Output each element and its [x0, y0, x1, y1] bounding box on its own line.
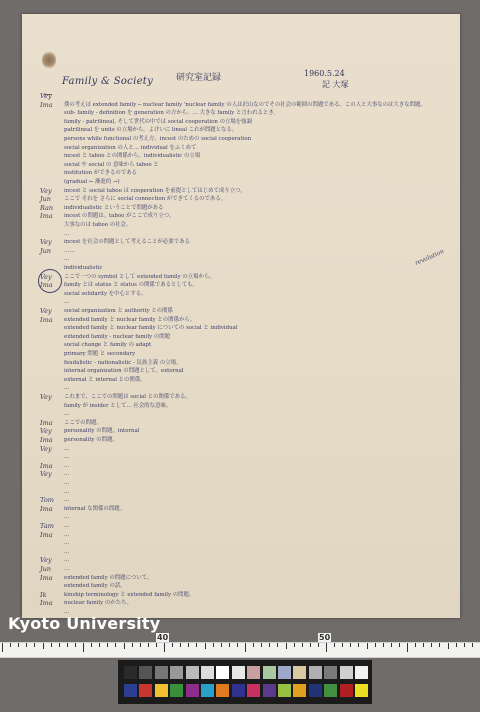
- ruler-tick: [75, 643, 76, 647]
- ruler-tick: [18, 643, 19, 647]
- ruler-tick: [448, 643, 449, 649]
- speaker-label: Vey: [40, 444, 52, 453]
- color-swatch: [355, 684, 368, 697]
- color-swatch: [247, 666, 260, 679]
- speaker-label: Vey: [40, 186, 52, 195]
- speaker-label: Vey: [40, 92, 52, 100]
- ruler-tick: [43, 643, 44, 649]
- ruler-tick: [115, 643, 116, 647]
- color-swatch: [293, 684, 306, 697]
- color-swatch: [170, 666, 183, 679]
- line-text: これまで、ここでの問題は social との関係である。: [64, 394, 191, 400]
- ruler-tick: [67, 643, 68, 647]
- ruler-tick: [391, 643, 392, 647]
- ruler-tick: [91, 643, 92, 647]
- speaker-label: Ima: [40, 212, 53, 221]
- line-text: nuclear family のかたち。: [64, 600, 132, 607]
- record-date: 1960.5.24: [304, 69, 345, 78]
- line-text: patrilineal を units の立場から。よけいに lineal これが問題となる。: [64, 127, 238, 134]
- line-text: …: [64, 480, 70, 486]
- ruler-tick: [164, 643, 165, 652]
- color-swatch: [263, 666, 276, 679]
- line-text: (gradual ← 漸進的 →): [64, 179, 120, 185]
- color-calibration-card: [118, 660, 372, 704]
- color-swatch: [309, 684, 322, 697]
- line-text: …: [64, 609, 70, 615]
- line-text: …: [64, 385, 70, 392]
- ruler-tick: [456, 643, 457, 647]
- ruler-tick: [26, 643, 27, 647]
- line-text: …: [64, 497, 70, 504]
- speaker-label: Ima: [40, 315, 53, 324]
- speaker-label: Ima: [40, 461, 53, 470]
- line-text: ここで それを さらに social connection ができてくるのである。: [64, 196, 227, 203]
- color-swatch: [155, 684, 168, 697]
- line-text: …: [64, 531, 70, 538]
- ruler-tick: [140, 643, 141, 647]
- ruler-tick: [302, 643, 303, 647]
- line-text: social solidarity を中心とする。: [64, 290, 147, 297]
- speaker-label: Tom: [40, 496, 54, 505]
- line-text: …: [64, 514, 70, 521]
- ruler-tick: [245, 643, 246, 652]
- speaker-label: Tam: [40, 522, 54, 530]
- line-text: …: [64, 256, 70, 263]
- color-swatch: [232, 666, 245, 679]
- speaker-label: Vey: [40, 470, 52, 479]
- line-text: extended family - nuclear family の問題: [64, 333, 171, 340]
- line-text: personality の問題。internal: [64, 428, 140, 435]
- line-text: persons while functional の考え方。incest のための social cooperation: [64, 136, 252, 142]
- line-text: extended family の話。: [64, 583, 126, 590]
- color-swatch: [263, 684, 276, 697]
- line-text: family とは status と status の関係であるとしても。: [64, 282, 198, 289]
- speaker-label: Ima: [40, 436, 53, 444]
- ruler-tick: [326, 643, 327, 652]
- ruler-tick: [188, 643, 189, 647]
- color-swatch: [278, 666, 291, 679]
- speaker-label: Vey: [40, 307, 52, 315]
- ruler-tick: [172, 643, 173, 647]
- line-text: incest と social taboo は cooperation を前提としてはじめて成り立つ。: [64, 187, 246, 194]
- line-text: internal organization の問題として。external: [64, 368, 184, 375]
- ruler-tick: [51, 643, 52, 647]
- color-swatch: [155, 666, 168, 679]
- speaker-label: Ima: [40, 504, 53, 513]
- speaker-label: Ima: [40, 599, 53, 608]
- line-text: individualistic ということで問題がある: [64, 204, 164, 211]
- ruler-tick: [107, 643, 108, 647]
- ruler-tick: [253, 643, 254, 647]
- line-text: incest の問題は。taboo がここで成り立つ。: [64, 213, 175, 220]
- stain-mark: [42, 50, 56, 70]
- line-text: social change と family の adapt: [64, 342, 152, 349]
- ruler-tick: [269, 643, 270, 647]
- ruler-tick: [334, 643, 335, 647]
- ruler-tick: [132, 643, 133, 647]
- ruler-tick: [10, 643, 11, 647]
- ruler-tick: [407, 643, 408, 652]
- color-swatch: [340, 684, 353, 697]
- line-text: 僕の考えは extended family ─ nuclear family 'nuclear family の人は沢山なのでその社会の範囲の問題である。この人と大事なのは大きな問題。: [64, 101, 426, 108]
- ruler-label-40: 40: [157, 633, 169, 642]
- line-text: extended family の問題について。: [64, 574, 153, 581]
- line-text: …: [64, 462, 70, 469]
- record-author: 記 大塚: [322, 80, 349, 89]
- color-swatch: [247, 684, 260, 697]
- line-text: individualistic: [64, 265, 103, 271]
- ruler-tick: [261, 643, 262, 647]
- line-text: ここでの問題。: [64, 419, 102, 426]
- line-text: …: [64, 523, 70, 529]
- ruler-tick: [59, 643, 60, 647]
- ruler-tick: [156, 643, 157, 647]
- speaker-label: Ima: [40, 418, 53, 427]
- line-text: family - patrilineal, そして世代の中では social cooperation の立場を強調: [64, 118, 252, 125]
- color-swatch: [324, 666, 337, 679]
- speaker-label: Vey: [40, 427, 52, 436]
- ruler-tick: [99, 643, 100, 647]
- line-text: ここで一つの symbol として extended family の立場から。: [64, 273, 215, 280]
- ruler-tick: [148, 643, 149, 647]
- color-swatch: [355, 666, 368, 679]
- ruler-tick: [213, 643, 214, 647]
- line-text: …: [64, 299, 70, 306]
- ruler-tick: [34, 643, 35, 647]
- line-text: institution ができるのである: [64, 170, 137, 177]
- ruler-tick: [375, 643, 376, 647]
- color-swatch: [309, 666, 322, 679]
- line-text: …: [64, 230, 70, 237]
- speaker-label: Ran: [40, 203, 54, 212]
- ruler-tick: [342, 643, 343, 647]
- line-text: ……: [64, 247, 75, 254]
- speaker-label: Ima: [40, 281, 53, 290]
- color-swatch: [124, 666, 137, 679]
- ruler-tick: [205, 643, 206, 649]
- ruler-tick: [310, 643, 311, 647]
- speaker-label: Jun: [40, 195, 51, 204]
- line-text: …: [64, 471, 70, 478]
- speaker-label: Jun: [40, 565, 51, 573]
- line-text: family が insider として… 社会的な意味。: [64, 402, 172, 409]
- line-text: external と internal との関係。: [64, 376, 146, 383]
- color-swatch: [201, 666, 214, 679]
- color-swatch: [216, 666, 229, 679]
- ruler-tick: [350, 643, 351, 647]
- line-text: …: [64, 454, 70, 461]
- color-swatch: [139, 684, 152, 697]
- circled-annotation: [38, 269, 62, 293]
- margin-note: revolution: [413, 247, 446, 268]
- document-page: [22, 14, 460, 618]
- ruler-tick: [399, 643, 400, 647]
- ruler-tick: [431, 643, 432, 647]
- ruler-tick: [318, 643, 319, 647]
- speaker-label: Ima: [40, 530, 53, 539]
- ruler-tick: [124, 643, 125, 649]
- ruler-tick: [383, 643, 384, 647]
- color-swatch: [170, 684, 183, 697]
- color-swatch: [186, 684, 199, 697]
- ruler-tick: [358, 643, 359, 647]
- line-text: 大事なのは taboo の社会。: [64, 222, 132, 228]
- color-swatch: [324, 684, 337, 697]
- line-text: incest と taboo との関係から。individualistic の立場: [64, 153, 201, 160]
- line-text: social organization の人と… individual をふくめて: [64, 144, 197, 151]
- handwritten-text-block: [22, 92, 460, 615]
- line-text: social organization と authority との関係: [64, 308, 173, 314]
- line-text: kinship terminology と extended family の問題。: [64, 591, 195, 598]
- color-swatch: [340, 666, 353, 679]
- line-text: …: [64, 411, 70, 418]
- line-text: primary 問題 と secondary: [64, 351, 135, 357]
- color-swatch: [201, 684, 214, 697]
- speaker-label: Jun: [40, 246, 51, 255]
- ruler-label-50: 50: [319, 633, 331, 642]
- kyoto-university-logo: Kyoto University: [8, 614, 161, 633]
- line-text: …: [64, 488, 70, 495]
- color-swatch: [139, 666, 152, 679]
- ruler-tick: [221, 643, 222, 647]
- ruler-tick: [277, 643, 278, 647]
- speaker-label: Vey: [40, 238, 52, 247]
- ruler-tick: [180, 643, 181, 647]
- ruler-tick: [439, 643, 440, 647]
- line-text: …: [64, 557, 70, 564]
- line-text: social や social の 意味から taboo と: [64, 161, 159, 168]
- color-swatch: [186, 666, 199, 679]
- speaker-label: Ima: [40, 573, 53, 582]
- ruler-tick: [2, 643, 3, 652]
- speaker-label: Vey: [40, 272, 52, 281]
- speaker-label: Vey: [40, 393, 52, 401]
- color-swatch: [124, 684, 137, 697]
- document-title: Family & Society: [62, 76, 154, 87]
- color-swatch: [232, 684, 245, 697]
- line-text: extended family と nuclear family についての social と individual: [64, 325, 238, 332]
- speaker-label: Vey: [40, 556, 52, 565]
- line-text: …: [64, 566, 70, 572]
- measurement-ruler: [0, 633, 480, 658]
- line-text: extended family と nuclear family との関係から。: [64, 316, 196, 323]
- ruler-tick: [229, 643, 230, 647]
- line-text: sub- family - definition を generation の方から。… 大きな family と言われるとき。: [64, 110, 279, 117]
- ruler-tick: [83, 643, 84, 652]
- ruler-tick: [415, 643, 416, 647]
- line-text: incest を社会の問題として考えることが必要である: [64, 239, 190, 246]
- line-text: feudalistic - nationalistic - 民族主義 の立場。: [64, 359, 182, 366]
- speaker-label: Ima: [40, 100, 53, 109]
- record-heading: 研究室記録: [176, 73, 222, 83]
- color-swatch: [293, 666, 306, 679]
- ruler-tick: [472, 643, 473, 647]
- ruler-tick: [237, 643, 238, 647]
- line-text: …: [64, 548, 70, 555]
- ruler-tick: [286, 643, 287, 649]
- ruler-tick: [294, 643, 295, 647]
- color-swatch: [216, 684, 229, 697]
- line-text: internal な関係の問題。: [64, 505, 125, 512]
- line-text: …: [64, 540, 70, 547]
- ruler-tick: [423, 643, 424, 647]
- ruler-tick: [196, 643, 197, 647]
- line-text: personality の問題。: [64, 437, 118, 443]
- ruler-tick: [367, 643, 368, 649]
- color-swatch: [278, 684, 291, 697]
- speaker-label: Ik: [40, 590, 47, 599]
- line-text: …: [64, 445, 70, 452]
- ruler-tick: [464, 643, 465, 647]
